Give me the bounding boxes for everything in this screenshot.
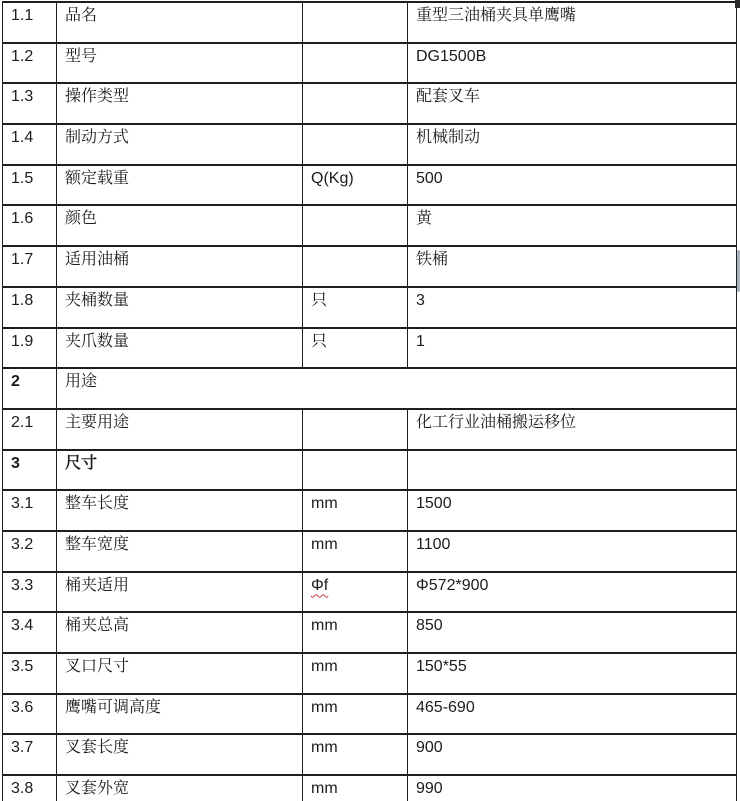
row-number-cell: 1.1 bbox=[3, 2, 57, 43]
value-cell: 重型三油桶夹具单鹰嘴 bbox=[408, 2, 737, 43]
unit-cell: mm bbox=[303, 612, 408, 653]
row-number-cell: 3.4 bbox=[3, 612, 57, 653]
row-number-cell: 3.8 bbox=[3, 775, 57, 801]
row-number-cell: 3.2 bbox=[3, 531, 57, 572]
value-cell: 铁桶 bbox=[408, 246, 737, 287]
spec-label-cell: 桶夹总高 bbox=[57, 612, 303, 653]
table-row bbox=[3, 83, 737, 124]
table-row bbox=[3, 450, 737, 491]
table-row bbox=[3, 572, 737, 613]
spec-label-cell: 用途 bbox=[57, 368, 737, 409]
unit-cell bbox=[303, 2, 408, 43]
table-row bbox=[3, 43, 737, 84]
value-cell: DG1500B bbox=[408, 43, 737, 84]
spec-label-cell: 叉口尺寸 bbox=[57, 653, 303, 694]
value-cell: 1 bbox=[408, 328, 737, 369]
row-number-cell: 3.7 bbox=[3, 734, 57, 775]
table-row bbox=[3, 165, 737, 206]
unit-cell: mm bbox=[303, 490, 408, 531]
row-number-cell: 1.2 bbox=[3, 43, 57, 84]
table-row bbox=[3, 328, 737, 369]
spec-label-cell: 操作类型 bbox=[57, 83, 303, 124]
row-number-cell: 1.3 bbox=[3, 83, 57, 124]
corner-artifact bbox=[735, 0, 740, 8]
spec-label-cell: 鹰嘴可调高度 bbox=[57, 694, 303, 735]
table-row bbox=[3, 246, 737, 287]
table-row bbox=[3, 531, 737, 572]
value-cell: 500 bbox=[408, 165, 737, 206]
row-number-cell: 1.4 bbox=[3, 124, 57, 165]
row-number-cell: 3.3 bbox=[3, 572, 57, 613]
unit-cell bbox=[303, 246, 408, 287]
value-cell: 1500 bbox=[408, 490, 737, 531]
row-number-cell: 3.1 bbox=[3, 490, 57, 531]
value-cell: 黄 bbox=[408, 205, 737, 246]
spec-label-cell: 制动方式 bbox=[57, 124, 303, 165]
row-number-cell: 1.6 bbox=[3, 205, 57, 246]
table-row bbox=[3, 490, 737, 531]
spec-table bbox=[2, 1, 737, 801]
value-cell: 1100 bbox=[408, 531, 737, 572]
unit-cell bbox=[303, 450, 408, 491]
unit-cell bbox=[303, 409, 408, 450]
table-row bbox=[3, 2, 737, 43]
table-row bbox=[3, 653, 737, 694]
spec-label-cell: 主要用途 bbox=[57, 409, 303, 450]
unit-cell bbox=[303, 124, 408, 165]
unit-cell bbox=[303, 572, 408, 613]
value-cell: 机械制动 bbox=[408, 124, 737, 165]
value-cell: 465-690 bbox=[408, 694, 737, 735]
row-number-cell: 3.5 bbox=[3, 653, 57, 694]
spec-label-cell: 品名 bbox=[57, 2, 303, 43]
table-row bbox=[3, 612, 737, 653]
table-row bbox=[3, 205, 737, 246]
unit-cell: mm bbox=[303, 694, 408, 735]
spec-label-cell: 桶夹适用 bbox=[57, 572, 303, 613]
value-cell: 900 bbox=[408, 734, 737, 775]
spec-label-cell: 整车宽度 bbox=[57, 531, 303, 572]
row-number-cell: 1.9 bbox=[3, 328, 57, 369]
value-cell: 3 bbox=[408, 287, 737, 328]
unit-cell bbox=[303, 83, 408, 124]
value-cell: 850 bbox=[408, 612, 737, 653]
spec-label-cell: 适用油桶 bbox=[57, 246, 303, 287]
unit-cell bbox=[303, 43, 408, 84]
spec-label-cell: 整车长度 bbox=[57, 490, 303, 531]
value-cell bbox=[408, 450, 737, 491]
table-row bbox=[3, 368, 737, 409]
unit-cell: 只 bbox=[303, 287, 408, 328]
row-number-cell: 2 bbox=[3, 368, 57, 409]
value-cell: 990 bbox=[408, 775, 737, 801]
row-number-cell: 3 bbox=[3, 450, 57, 491]
unit-cell: 只 bbox=[303, 328, 408, 369]
spec-label-cell: 型号 bbox=[57, 43, 303, 84]
row-number-cell: 1.8 bbox=[3, 287, 57, 328]
spec-table-body bbox=[3, 2, 737, 801]
spec-label-cell: 额定载重 bbox=[57, 165, 303, 206]
unit-cell: mm bbox=[303, 531, 408, 572]
spec-label-cell: 叉套长度 bbox=[57, 734, 303, 775]
table-row bbox=[3, 734, 737, 775]
spec-label-cell: 尺寸 bbox=[57, 450, 303, 491]
spec-label-cell: 叉套外宽 bbox=[57, 775, 303, 801]
spec-label-cell: 颜色 bbox=[57, 205, 303, 246]
unit-cell: mm bbox=[303, 775, 408, 801]
table-row bbox=[3, 287, 737, 328]
table-row bbox=[3, 775, 737, 801]
table-row bbox=[3, 694, 737, 735]
unit-cell: mm bbox=[303, 653, 408, 694]
misspell-underline-text: Φf bbox=[311, 576, 329, 594]
spec-label-cell: 夹爪数量 bbox=[57, 328, 303, 369]
value-cell: 150*55 bbox=[408, 653, 737, 694]
row-number-cell: 2.1 bbox=[3, 409, 57, 450]
unit-cell: mm bbox=[303, 734, 408, 775]
row-number-cell: 1.7 bbox=[3, 246, 57, 287]
value-cell: Φ572*900 bbox=[408, 572, 737, 613]
row-number-cell: 1.5 bbox=[3, 165, 57, 206]
table-row bbox=[3, 124, 737, 165]
row-number-cell: 3.6 bbox=[3, 694, 57, 735]
unit-cell bbox=[303, 205, 408, 246]
table-row bbox=[3, 409, 737, 450]
spec-label-cell: 夹桶数量 bbox=[57, 287, 303, 328]
value-cell: 化工行业油桶搬运移位 bbox=[408, 409, 737, 450]
value-cell: 配套叉车 bbox=[408, 83, 737, 124]
unit-cell: Q(Kg) bbox=[303, 165, 408, 206]
